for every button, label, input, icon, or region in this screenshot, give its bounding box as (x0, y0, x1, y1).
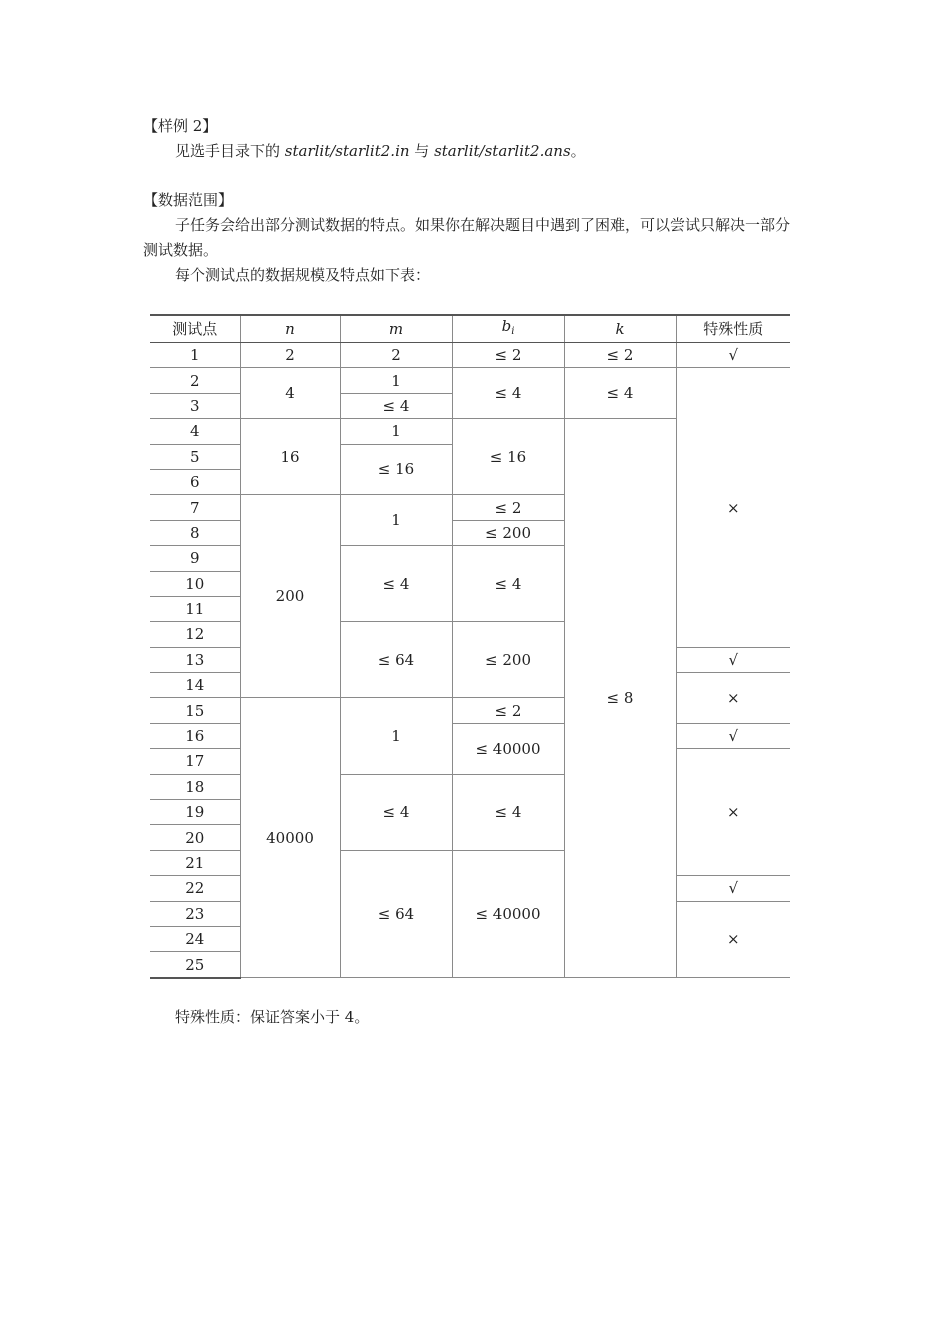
cell-b: ≤ 4 (452, 368, 564, 419)
cell-testcase: 15 (150, 698, 240, 723)
cell-m: 2 (340, 343, 452, 368)
cell-testcase: 11 (150, 596, 240, 621)
cell-special: × (676, 673, 790, 724)
cell-testcase: 9 (150, 546, 240, 571)
header-b-base: b (501, 317, 512, 335)
cell-testcase: 19 (150, 800, 240, 825)
cell-testcase: 12 (150, 622, 240, 647)
cell-k: ≤ 4 (564, 368, 676, 419)
cell-testcase: 2 (150, 368, 240, 393)
cell-testcase: 14 (150, 673, 240, 698)
header-k: k (564, 315, 676, 343)
table-row (150, 343, 790, 368)
header-special: 特殊性质 (676, 315, 790, 343)
cell-m: ≤ 4 (340, 546, 452, 622)
cell-m: 1 (340, 419, 452, 444)
cell-special: × (676, 901, 790, 978)
cell-testcase: 21 (150, 850, 240, 875)
cell-m: 1 (340, 698, 452, 774)
file-in-name: starlit/starlit2.in (284, 142, 410, 160)
cell-testcase: 23 (150, 901, 240, 926)
cell-testcase: 10 (150, 571, 240, 596)
range-paragraph-2: 每个测试点的数据规模及特点如下表： (175, 266, 431, 284)
cell-b: ≤ 16 (452, 419, 564, 495)
cell-testcase: 13 (150, 647, 240, 672)
cell-b: ≤ 2 (452, 698, 564, 723)
cell-testcase: 20 (150, 825, 240, 850)
cell-m: ≤ 64 (340, 850, 452, 977)
cell-special: × (676, 749, 790, 876)
cell-b: ≤ 200 (452, 622, 564, 698)
table-row (150, 368, 790, 393)
cell-special: √ (676, 647, 790, 672)
cell-b: ≤ 4 (452, 546, 564, 622)
range-title: 【数据范围】 (143, 191, 234, 209)
cell-special: × (676, 368, 790, 647)
cell-n: 200 (240, 495, 340, 698)
cell-b: ≤ 40000 (452, 723, 564, 774)
cell-testcase: 25 (150, 952, 240, 978)
footnote: 特殊性质：保证答案小于 4。 (175, 1008, 370, 1026)
cell-m: 1 (340, 495, 452, 546)
cell-testcase: 8 (150, 520, 240, 545)
cell-testcase: 16 (150, 723, 240, 748)
cell-k: ≤ 8 (564, 419, 676, 978)
cell-special: √ (676, 343, 790, 368)
cell-m: ≤ 64 (340, 622, 452, 698)
cell-n: 40000 (240, 698, 340, 978)
cell-m: 1 (340, 368, 452, 393)
sample2-line (175, 140, 586, 162)
cell-testcase: 3 (150, 393, 240, 418)
header-b-subscript: i (511, 326, 515, 337)
cell-testcase: 18 (150, 774, 240, 799)
cell-testcase: 4 (150, 419, 240, 444)
cell-b: ≤ 200 (452, 520, 564, 545)
header-b (452, 315, 564, 343)
sample2-title: 【样例 2】 (143, 117, 218, 135)
data-range-table (150, 314, 790, 979)
cell-b: ≤ 2 (452, 495, 564, 520)
cell-b: ≤ 2 (452, 343, 564, 368)
range-para1-text: 子任务会给出部分测试数据的特点。如果你在解决题目中遇到了困难，可以尝试只解决一部分测试数据。 (143, 216, 791, 259)
cell-testcase: 1 (150, 343, 240, 368)
cell-testcase: 5 (150, 444, 240, 469)
sample2-line-pre: 见选手目录下的 (175, 142, 285, 160)
cell-n: 4 (240, 368, 340, 419)
cell-k: ≤ 2 (564, 343, 676, 368)
cell-special: √ (676, 876, 790, 901)
cell-testcase: 6 (150, 469, 240, 494)
cell-m: ≤ 16 (340, 444, 452, 495)
file-ans-name: starlit/starlit2.ans (434, 142, 571, 160)
cell-n: 16 (240, 419, 340, 495)
table-header-row (150, 315, 790, 343)
range-paragraph-1 (143, 213, 791, 263)
cell-testcase: 17 (150, 749, 240, 774)
sample2-line-mid: 与 (409, 142, 435, 160)
header-n: n (240, 315, 340, 343)
sample2-line-end: 。 (570, 142, 586, 160)
cell-b: ≤ 40000 (452, 850, 564, 977)
cell-testcase: 22 (150, 876, 240, 901)
cell-m: ≤ 4 (340, 393, 452, 418)
header-m: m (340, 315, 452, 343)
cell-testcase: 7 (150, 495, 240, 520)
cell-n: 2 (240, 343, 340, 368)
cell-testcase: 24 (150, 926, 240, 951)
cell-m: ≤ 4 (340, 774, 452, 850)
cell-special: √ (676, 723, 790, 748)
cell-b: ≤ 4 (452, 774, 564, 850)
header-testcase: 测试点 (150, 315, 240, 343)
